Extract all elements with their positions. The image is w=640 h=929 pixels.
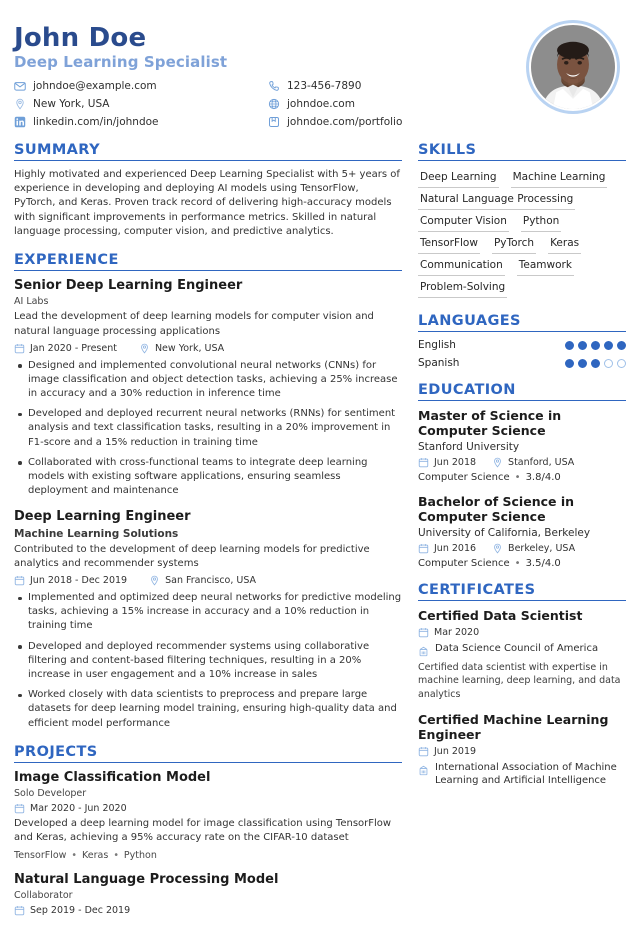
certificate-name: Certified Machine Learning Engineer [418,711,609,742]
education-location-text: Stanford, USA [508,457,575,469]
education-gpa: 3.8/4.0 [525,472,561,484]
education-heading: EDUCATION [418,382,516,399]
experience-dates-text: Jan 2020 - Present [30,342,117,354]
education-field-row [418,472,626,483]
skills-heading: SKILLS [418,142,477,159]
level-dot-filled [591,359,600,368]
contact-email-text: johndoe@example.com [33,80,157,93]
institution-icon [418,765,429,776]
page-title: John Doe [14,23,147,53]
level-dot-filled [604,341,613,350]
experience-description: Lead the development of deep learning models for computer vision and natural language processing applications [14,311,374,337]
experience-location [149,575,256,586]
education-degree: Master of Science in Computer Science [418,408,562,439]
bullet-item: Developed and deployed recommender systems using collaborative filtering and content-based filtering techniques, resulting in a 20% increase in user engagement and a 10% increase in sales [14,640,402,683]
projects-divider [14,762,402,763]
certificate-date [418,746,626,757]
skills-list [418,168,626,300]
contact-email[interactable] [14,80,264,92]
skill-item: Keras [548,234,581,254]
experience-location [139,343,224,354]
calendar-icon [418,543,429,554]
experience-location-text: San Francisco, USA [165,575,257,587]
calendar-icon [14,343,25,354]
skill-item: Teamwork [517,256,574,276]
project-dates-text: Mar 2020 - Jun 2020 [30,803,127,815]
language-name: Spanish [418,357,460,370]
skill-item: Communication [418,256,505,276]
contact-linkedin[interactable] [14,116,264,128]
experience-entry [14,509,402,730]
section-summary [14,142,402,239]
right-column [418,142,626,929]
linkedin-icon [14,116,26,128]
language-name: English [418,339,456,352]
contact-location-text: New York, USA [33,98,110,111]
education-dates [418,543,476,554]
certificate-date-text: Mar 2020 [434,627,480,639]
project-dates [14,803,127,814]
education-dates [418,457,476,468]
education-entry [418,494,626,569]
skill-item: Natural Language Processing [418,190,575,210]
section-certificates [418,582,626,787]
tag-separator: • [71,849,78,861]
language-row [418,339,626,351]
contact-phone[interactable] [268,80,429,92]
project-entry [14,770,402,861]
summary-divider [14,160,402,161]
experience-company: AI Labs [14,296,49,308]
experience-meta [14,575,402,586]
education-field: Computer Science [418,558,510,570]
calendar-icon [418,627,429,638]
calendar-icon [14,803,25,814]
skill-item: Deep Learning [418,168,499,188]
project-role: Collaborator [14,889,73,901]
project-entry [14,872,402,916]
level-dot-filled [578,359,587,368]
education-field: Computer Science [418,472,510,484]
skill-item: TensorFlow [418,234,480,254]
skill-item: Computer Vision [418,212,509,232]
skill-item: Problem-Solving [418,278,507,298]
tag-separator: • [113,849,119,861]
certificate-description: Certified data scientist with expertise in machine learning, deep learning, and data analytics [418,662,621,700]
experience-description: Contributed to the development of deep learning models for predictive analytics and recommender systems [14,543,370,569]
contact-website[interactable] [268,98,429,110]
bullet-item: Worked closely with data scientists to preprocess and prepare large datasets for deep learning model training, ensuring high-quality data and efficient model performance [14,688,402,731]
contact-website-text: johndoe.com [287,98,355,111]
experience-heading: EXPERIENCE [14,252,119,269]
education-divider [418,400,626,401]
location-icon [149,575,160,586]
level-dot-filled [565,359,574,368]
calendar-icon [14,575,25,586]
contact-phone-text: 123-456-7890 [287,80,362,93]
education-school: Stanford University [418,441,520,454]
education-dates-text: Jun 2016 [434,543,477,555]
section-languages [418,313,626,369]
summary-text: Highly motivated and experienced Deep Learning Specialist with 5+ years of experience in developing and deploying AI models using TensorFlow, PyTorch, and Keras. Proven track record of delivering high-accuracy models with significant improvements in performance metrics. Skilled in natural language processing, computer vision, and predictive analytics. [14,169,400,237]
level-dot-empty [617,359,626,368]
header-left [14,18,429,128]
section-education [418,382,626,569]
experience-bullets [14,359,402,499]
institution-icon [418,646,429,657]
certificate-date [418,627,626,638]
field-separator: • [514,558,521,570]
experience-role: Deep Learning Engineer [14,509,191,525]
project-name: Image Classification Model [14,769,211,785]
level-dot-filled [617,341,626,350]
avatar [526,20,620,114]
project-dates-text: Sep 2019 - Dec 2019 [30,904,131,916]
level-dot-filled [565,341,574,350]
skill-item: Machine Learning [511,168,608,188]
experience-location-text: New York, USA [154,342,225,354]
languages-heading: LANGUAGES [418,313,521,330]
location-icon [492,543,503,554]
contact-linkedin-text: linkedin.com/in/johndoe [33,116,159,129]
skill-item: PyTorch [492,234,536,254]
portfolio-icon [268,116,280,128]
skills-divider [418,160,626,161]
contact-grid [14,80,429,128]
experience-entry [14,278,402,498]
skill-item: Python [521,212,561,232]
project-tags [14,850,402,861]
experience-meta [14,343,402,354]
education-meta [418,457,626,468]
certificate-entry [418,608,626,701]
location-icon [14,98,26,110]
job-headline: Deep Learning Specialist [14,53,228,72]
resume-body [14,142,626,929]
certificates-heading: CERTIFICATES [418,582,536,599]
certificate-date-text: Jun 2019 [434,745,477,757]
section-projects [14,744,402,916]
experience-divider [14,270,402,271]
language-level-dots [565,341,626,350]
contact-location [14,98,264,110]
bullet-item: Developed and deployed recurrent neural networks (RNNs) for sentiment analysis and text classification tasks, resulting in a 20% improvement in F1-score and a 15% reduction in training time [14,407,402,450]
experience-dates [14,343,117,354]
experience-dates-text: Jun 2018 - Dec 2019 [30,575,128,587]
calendar-icon [418,457,429,468]
location-icon [139,343,150,354]
avatar-photo [531,25,615,109]
globe-icon [268,98,280,110]
certificate-entry [418,712,626,787]
calendar-icon [418,746,429,757]
bullet-item: Collaborated with cross-functional teams to integrate deep learning models with existing software applications, ensuring seamless deployment and maintenance [14,456,402,499]
resume-header [14,18,626,128]
section-skills [418,142,626,300]
summary-heading: SUMMARY [14,142,100,159]
project-meta [14,905,402,916]
education-location-text: Berkeley, USA [508,543,576,555]
education-meta [418,543,626,554]
certificate-issuer [418,642,626,657]
contact-portfolio[interactable] [268,116,429,128]
certificate-issuer-text: International Association of Machine Learning and Artificial Intelligence [435,761,617,786]
bullet-item: Implemented and optimized deep neural networks for predictive modeling tasks, achieving a 15% increase in accuracy and a 10% reduction in training time [14,591,402,634]
section-experience [14,252,402,731]
project-tag: Python [123,849,157,861]
calendar-icon [14,905,25,916]
level-dot-empty [604,359,613,368]
left-column [14,142,418,929]
certificate-issuer-text: Data Science Council of America [435,643,599,655]
certificates-divider [418,600,626,601]
contact-portfolio-text: johndoe.com/portfolio [287,116,403,129]
experience-company: Machine Learning Solutions [14,527,179,540]
project-tag: TensorFlow [14,849,67,861]
project-role: Solo Developer [14,788,87,800]
project-name: Natural Language Processing Model [14,871,279,887]
level-dot-filled [578,341,587,350]
project-description: Developed a deep learning model for image classification using TensorFlow and Keras, achieving a 95% accuracy rate on the CIFAR-10 dataset [14,818,392,844]
experience-bullets [14,591,402,731]
education-school: University of California, Berkeley [418,527,591,540]
experience-dates [14,575,127,586]
education-field-row [418,558,626,569]
project-dates [14,905,130,916]
education-location [492,543,575,554]
field-separator: • [514,472,521,484]
certificate-issuer [418,761,626,787]
education-gpa: 3.5/4.0 [525,558,561,570]
phone-icon [268,80,280,92]
level-dot-filled [591,341,600,350]
education-location [492,457,574,468]
bullet-item: Designed and implemented convolutional neural networks (CNNs) for image classification and object detection tasks, achieving a 25% increase in accuracy and a 30% reduction in inference time [14,359,402,402]
language-row [418,357,626,369]
project-tag: Keras [82,849,109,861]
education-degree: Bachelor of Science in Computer Science [418,494,575,525]
education-dates-text: Jun 2018 [434,457,477,469]
language-level-dots [565,359,626,368]
projects-heading: PROJECTS [14,743,98,760]
project-meta [14,803,402,814]
location-icon [492,457,503,468]
email-icon [14,80,26,92]
experience-role: Senior Deep Learning Engineer [14,278,243,294]
languages-divider [418,331,626,332]
certificate-name: Certified Data Scientist [418,608,583,624]
education-entry [418,408,626,483]
